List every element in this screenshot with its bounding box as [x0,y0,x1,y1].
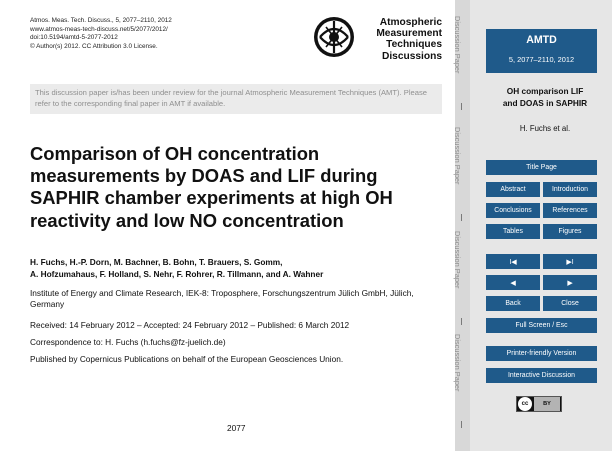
close-button[interactable]: Close [543,296,597,311]
citation-header [30,17,172,51]
authors-line-1: H. Fuchs, H.-P. Dorn, M. Bachner, B. Bohn, T. Brauers, S. Gomm, [30,257,283,267]
short-title [480,86,610,110]
references-button[interactable]: References [543,203,597,218]
journal-logo [312,13,448,69]
introduction-button[interactable]: Introduction [543,182,597,197]
next-page-button[interactable] [543,275,597,290]
strip-divider-1 [461,103,462,110]
last-page-icon: ▶I [566,258,574,266]
panel-author: H. Fuchs et al. [519,124,571,133]
correspondence: Correspondence to: H. Fuchs (h.fuchs@fz-juelich.de) [30,337,226,347]
paper-title: Comparison of OH concentration measurements by DOAS and LIF during SAPHIR chamber experiments at high OH reactivity and low NO concentration [30,143,393,231]
author-list [30,257,440,280]
journal-volume: 5, 2077–2110, 2012 [508,55,575,64]
strip-divider-2 [461,214,462,221]
affiliation: Institute of Energy and Climate Research, IEK-8: Troposphere, Forschungszentrum Jülich GmbH, Jülich, Germany [30,288,414,310]
first-page-icon: I◀ [509,258,517,266]
logo-line-2: Measurement [376,28,442,40]
back-button[interactable]: Back [486,296,540,311]
strip-label-1: Discussion Paper [453,16,462,74]
publisher-line: Published by Copernicus Publications on behalf of the European Geosciences Union. [30,354,344,364]
logo-line-1: Atmospheric [379,17,442,28]
cc-icon: cc [518,397,532,411]
journal-url[interactable]: www.atmos-meas-tech-discuss.net/5/2077/2012/ [30,25,168,33]
strip-divider-3 [461,318,462,325]
page-number: 2077 [227,423,246,433]
previous-page-button[interactable] [486,275,540,290]
short-title-line-1: OH comparison LIF [506,86,584,96]
logo-line-4: Discussions [381,50,442,62]
review-notice: This discussion paper is/has been under review for the journal Atmospheric Measurement Techniques (AMT). Please refer to the corresponding final paper in AMT if available. [30,84,442,114]
journal-abbrev: AMTD [526,34,557,46]
fullscreen-button[interactable]: Full Screen / Esc [486,318,597,333]
strip-divider-4 [461,421,462,428]
conclusions-button[interactable]: Conclusions [486,203,540,218]
journal-badge [486,29,597,73]
previous-icon: ◀ [510,279,516,287]
abstract-button[interactable]: Abstract [486,182,540,197]
last-page-button[interactable] [543,254,597,269]
interactive-discussion-button[interactable]: Interactive Discussion [486,368,597,383]
by-icon: BY [534,397,560,411]
figures-button[interactable]: Figures [543,224,597,239]
logo-line-3: Techniques [386,39,442,51]
title-page-button[interactable]: Title Page [486,160,597,175]
printer-friendly-button[interactable]: Printer-friendly Version [486,346,597,361]
strip-label-4: Discussion Paper [453,334,462,392]
journal-citation: Atmos. Meas. Tech. Discuss., 5, 2077–2110, 2012 [30,17,172,24]
strip-label-3: Discussion Paper [453,231,462,289]
strip-label-2: Discussion Paper [453,127,462,185]
egu-logo-icon [312,15,356,59]
license-notice: © Author(s) 2012. CC Attribution 3.0 License. [30,42,158,50]
authors-line-2: A. Hofzumahaus, F. Holland, S. Nehr, F. Rohrer, R. Tillmann, and A. Wahner [30,268,324,279]
short-title-line-2: and DOAS in SAPHIR [502,97,588,108]
doi: doi:10.5194/amtd-5-2077-2012 [30,34,118,42]
first-page-button[interactable] [486,254,540,269]
next-icon: ▶ [567,279,573,287]
tables-button[interactable]: Tables [486,224,540,239]
received-dates: Received: 14 February 2012 – Accepted: 24 February 2012 – Published: 6 March 2012 [30,320,350,330]
cc-license-badge[interactable] [516,396,562,412]
